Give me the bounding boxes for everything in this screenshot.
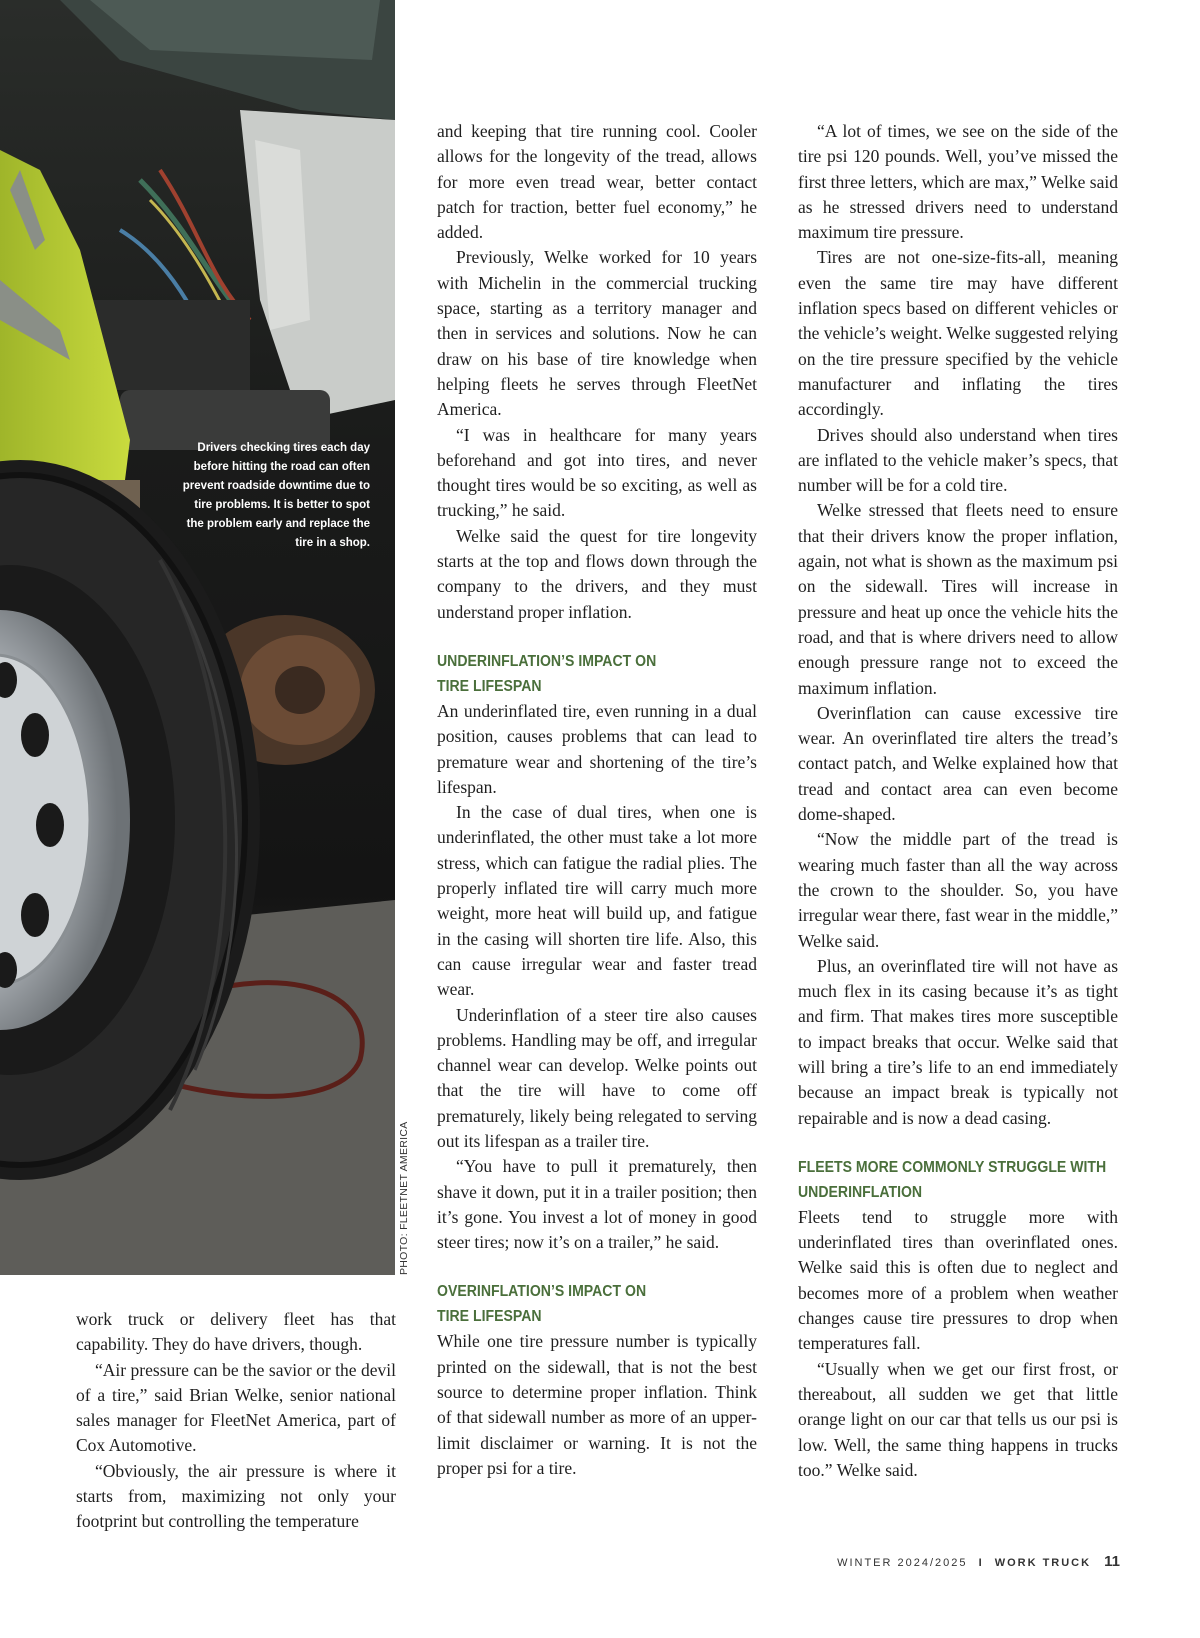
paragraph: Previously, Welke worked for 10 years with Michelin in the commercial trucking space, starting as a territory manager and then in services and solutions. Now he can draw on his base of tire knowledge when helping fleets he serves through FleetNet America.	[437, 247, 757, 420]
paragraph: “Now the middle part of the tread is wearing much faster than all the way across the crown to the shoulder. So, you have irregular wear there, fast wear in the middle,” Welke said.	[798, 829, 1118, 951]
paragraph: An underinflated tire, even running in a dual position, causes problems that can lead to premature wear and shortening of the tire’s lifespan.	[437, 700, 757, 797]
photo-caption: Drivers checking tires each day before hitting the road can often prevent roadside downtime due to tire problems. It is better to spot the problem early and replace the tire in a shop.	[182, 442, 370, 549]
footer-separator: I	[978, 1557, 984, 1569]
paragraph: Drives should also understand when tires are inflated to the vehicle maker’s specs, that number will be for a cold tire.	[798, 424, 1118, 496]
article-photo	[0, 0, 395, 1275]
paragraph: Overinflation can cause excessive tire wear. An overinflated tire alters the tread’s contact patch, and Welke explained how that tread and contact area can even become dome-shaped.	[798, 702, 1118, 825]
article-column-3	[798, 119, 1118, 1483]
paragraph: Fleets tend to struggle more with underinflated tires than overinflated ones. Welke said this is often due to neglect and becomes more of a problem when weather changes cause tire pressures to drop when temperatures fall.	[798, 1206, 1118, 1354]
heading-line: OVERINFLATION’S IMPACT ON	[437, 1283, 647, 1301]
paragraph: Plus, an overinflated tire will not have as much flex in its casing because it’s as tight and firm. That makes tires more susceptible to impact breaks that occur. Welke said that will bring a tire’s life to an end immediately because an impact break is typically not repairable and is now a dead casing.	[798, 955, 1118, 1128]
heading-line: FLEETS MORE COMMONLY STRUGGLE WITH	[798, 1158, 1107, 1176]
section-heading-fleets	[798, 1155, 1107, 1205]
photo-credit: PHOTO: FLEETNET AMERICA	[398, 1121, 410, 1275]
paragraph: Welke stressed that fleets need to ensure that their drivers know the proper inflation, again, not what is shown as the maximum psi on the sidewall. Tires will increase in pressure and heat up once the vehicle hits the road, and that is where drivers need to allow enough pressure range not to exceed the maximum inflation.	[798, 500, 1118, 698]
issue-date: WINTER 2024/2025	[837, 1557, 968, 1569]
paragraph: “A lot of times, we see on the side of the tire psi 120 pounds. Well, you’ve missed the first three letters, which are max,” Welke said as he stressed drivers need to understand maximum tire pressure.	[798, 121, 1118, 243]
paragraph: In the case of dual tires, when one is underinflated, the other must take a lot more stress, which can fatigue the radial plies. The properly inflated tire will carry much more weight, more heat will build up, and fatigue in the casing will shorten tire life. Also, this can cause irregular wear and faster tread wear.	[437, 802, 757, 1000]
paragraph: Welke said the quest for tire longevity starts at the top and flows down through the company to the drivers, and they must understand proper inflation.	[437, 525, 757, 622]
page-footer	[837, 1553, 1120, 1570]
truck-tire-illustration	[0, 0, 395, 1275]
paragraph: and keeping that tire running cool. Cooler allows for the longevity of the tread, allows for more even tread wear, better contact patch for traction, better fuel economy,” he added.	[437, 121, 757, 243]
paragraph: “You have to pull it prematurely, then shave it down, put it in a trailer position; then it’s gone. You invest a lot of money in good steer tires; now it’s on a trailer,” he said.	[437, 1156, 757, 1253]
paragraph: While one tire pressure number is typically printed on the sidewall, that is not the best source to determine proper inflation. Think of that sidewall number as more of an upper-limit disclaimer or warning. It is not the proper psi for a tire.	[437, 1331, 757, 1478]
paragraph: “Usually when we get our first frost, or thereabout, all sudden we get that little orange light on our car that tells us our psi is low. Well, the same thing happens in trucks too.” Welke said.	[798, 1358, 1118, 1480]
paragraph: “Obviously, the air pressure is where it starts from, maximizing not only your footprint but controlling the temperature	[76, 1460, 396, 1532]
article-column-2	[437, 119, 757, 1481]
article-column-1	[76, 1307, 396, 1535]
paragraph: “I was in healthcare for many years beforehand and got into tires, and never thought tires would be so exciting, as well as trucking,” he said.	[437, 424, 757, 521]
heading-line: TIRE LIFESPAN	[437, 677, 542, 695]
section-heading-overinflation	[437, 1279, 719, 1329]
paragraph: “Air pressure can be the savior or the devil of a tire,” said Brian Welke, senior national sales manager for FleetNet America, part of Cox Automotive.	[76, 1359, 396, 1456]
heading-line: TIRE LIFESPAN	[437, 1308, 542, 1326]
paragraph: Tires are not one-size-fits-all, meaning even the same tire may have different inflation specs based on different vehicles or the vehicle’s weight. Welke suggested relying on the tire pressure specified by the vehicle manufacturer and inflating the tires accordingly.	[798, 247, 1118, 420]
paragraph: work truck or delivery fleet has that capability. They do have drivers, though.	[76, 1309, 396, 1355]
page-number: 11	[1104, 1553, 1120, 1570]
section-heading-underinflation	[437, 649, 719, 699]
heading-line: UNDERINFLATION’S IMPACT ON	[437, 652, 657, 670]
heading-line: UNDERINFLATION	[798, 1183, 923, 1201]
paragraph: Underinflation of a steer tire also causes problems. Handling may be off, and irregular channel wear can develop. Welke points out that the tire will have to come off prematurely, likely being relegated to serving out its lifespan as a trailer tire.	[437, 1004, 757, 1151]
magazine-name: WORK TRUCK	[994, 1557, 1092, 1569]
